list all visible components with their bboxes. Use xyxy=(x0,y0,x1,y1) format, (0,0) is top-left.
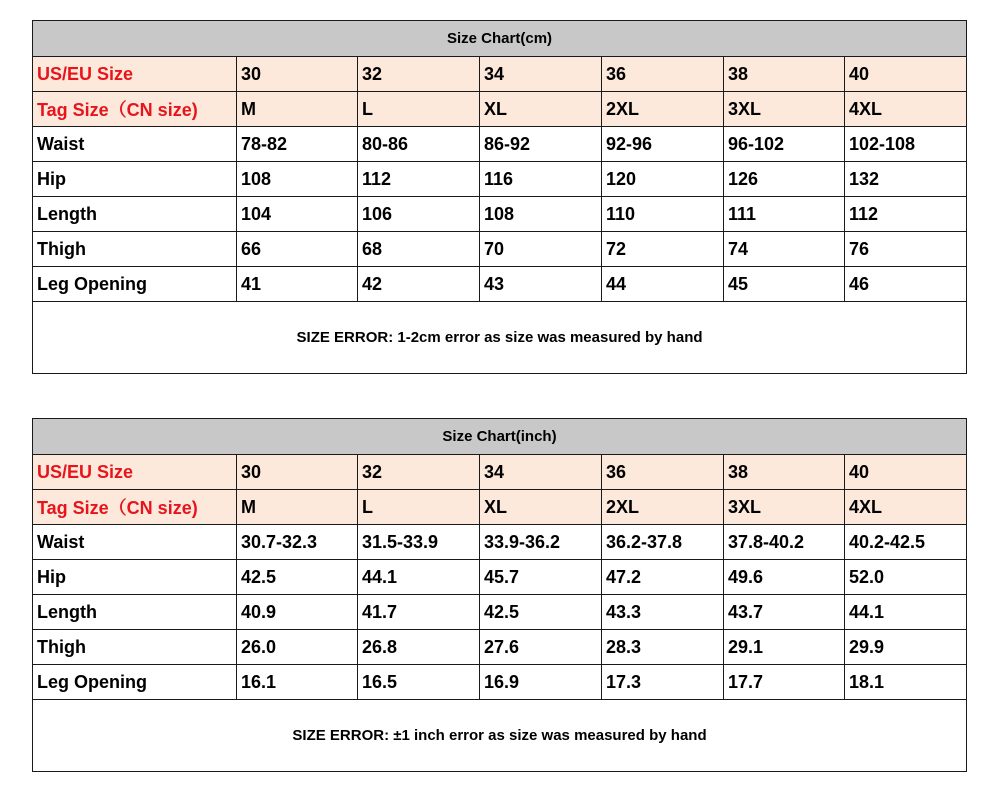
table-cell: 34 xyxy=(480,57,602,92)
table-cell: XL xyxy=(480,490,602,525)
table-cell: 110 xyxy=(602,197,724,232)
table-cell: XL xyxy=(480,92,602,127)
table-cell: 126 xyxy=(724,162,845,197)
table-row-length xyxy=(33,595,967,630)
table-cell: 120 xyxy=(602,162,724,197)
table-cell: 30 xyxy=(237,57,358,92)
row-label: Waist xyxy=(33,127,237,162)
row-label: Leg Opening xyxy=(33,665,237,700)
table-cell: 37.8-40.2 xyxy=(724,525,845,560)
table-row-thigh xyxy=(33,630,967,665)
row-label: Tag Size（CN size) xyxy=(33,92,237,127)
table-cell: 32 xyxy=(358,455,480,490)
row-label: Leg Opening xyxy=(33,267,237,302)
table-row-waist xyxy=(33,525,967,560)
table-row-length xyxy=(33,197,967,232)
table-cell: 29.9 xyxy=(845,630,967,665)
table-cell: 108 xyxy=(480,197,602,232)
table-cell: 40.2-42.5 xyxy=(845,525,967,560)
table-cell: 3XL xyxy=(724,490,845,525)
table-cell: 42.5 xyxy=(237,560,358,595)
table-cell: 41.7 xyxy=(358,595,480,630)
table-cell: 102-108 xyxy=(845,127,967,162)
table-cell: 66 xyxy=(237,232,358,267)
table-cell: 32 xyxy=(358,57,480,92)
table-cell: 44 xyxy=(602,267,724,302)
table-cell: 27.6 xyxy=(480,630,602,665)
row-label: US/EU Size xyxy=(33,57,237,92)
table-cell: 41 xyxy=(237,267,358,302)
table-cell: 18.1 xyxy=(845,665,967,700)
table-cell: 28.3 xyxy=(602,630,724,665)
table-cell: L xyxy=(358,92,480,127)
table-cell: 30.7-32.3 xyxy=(237,525,358,560)
size-error-note: SIZE ERROR: ±1 inch error as size was measured by hand xyxy=(33,700,967,772)
table-cell: 31.5-33.9 xyxy=(358,525,480,560)
table-cell: 45 xyxy=(724,267,845,302)
table-cell: 29.1 xyxy=(724,630,845,665)
table-cell: 47.2 xyxy=(602,560,724,595)
table-cell: 4XL xyxy=(845,92,967,127)
table-cell: 26.8 xyxy=(358,630,480,665)
table-cell: 68 xyxy=(358,232,480,267)
table-row-us-eu-size xyxy=(33,455,967,490)
table-cell: 44.1 xyxy=(358,560,480,595)
table-cell: 36 xyxy=(602,57,724,92)
table-cell: L xyxy=(358,490,480,525)
table-cell: 4XL xyxy=(845,490,967,525)
table-cell: 72 xyxy=(602,232,724,267)
table-cell: 16.9 xyxy=(480,665,602,700)
table-cell: 17.7 xyxy=(724,665,845,700)
size-error-row xyxy=(33,302,967,374)
table-cell: 106 xyxy=(358,197,480,232)
row-label: Tag Size（CN size) xyxy=(33,490,237,525)
table-cell: 2XL xyxy=(602,490,724,525)
table-cell: 44.1 xyxy=(845,595,967,630)
size-chart-cm-body xyxy=(33,21,967,374)
table-cell: 30 xyxy=(237,455,358,490)
size-error-row xyxy=(33,700,967,772)
table-cell: 96-102 xyxy=(724,127,845,162)
table-cell: 40 xyxy=(845,455,967,490)
table-cell: 80-86 xyxy=(358,127,480,162)
table-cell: 3XL xyxy=(724,92,845,127)
table-cell: 108 xyxy=(237,162,358,197)
table-cell: 132 xyxy=(845,162,967,197)
row-label: US/EU Size xyxy=(33,455,237,490)
size-error-note: SIZE ERROR: 1-2cm error as size was measured by hand xyxy=(33,302,967,374)
table-row-hip xyxy=(33,560,967,595)
table-row-leg-opening xyxy=(33,665,967,700)
table-cell: 92-96 xyxy=(602,127,724,162)
table-cell: 42.5 xyxy=(480,595,602,630)
table-row-tag-size xyxy=(33,490,967,525)
table-cell: 52.0 xyxy=(845,560,967,595)
row-label: Hip xyxy=(33,162,237,197)
table-cell: 16.5 xyxy=(358,665,480,700)
table-cell: 45.7 xyxy=(480,560,602,595)
table-cell: 43.7 xyxy=(724,595,845,630)
table-cell: 78-82 xyxy=(237,127,358,162)
table-cell: 111 xyxy=(724,197,845,232)
table-cell: 38 xyxy=(724,57,845,92)
table-cell: 46 xyxy=(845,267,967,302)
table-cell: 38 xyxy=(724,455,845,490)
table-cell: 112 xyxy=(358,162,480,197)
table-cell: 26.0 xyxy=(237,630,358,665)
table-cell: 74 xyxy=(724,232,845,267)
size-chart-cm xyxy=(32,20,967,374)
size-chart-inch-body xyxy=(33,419,967,772)
table-cell: 112 xyxy=(845,197,967,232)
table-cell: 86-92 xyxy=(480,127,602,162)
row-label: Waist xyxy=(33,525,237,560)
chart-title: Size Chart(inch) xyxy=(33,419,967,455)
row-label: Hip xyxy=(33,560,237,595)
table-cell: 116 xyxy=(480,162,602,197)
table-cell: M xyxy=(237,490,358,525)
table-cell: 36.2-37.8 xyxy=(602,525,724,560)
row-label: Thigh xyxy=(33,232,237,267)
table-row-hip xyxy=(33,162,967,197)
table-cell: 40 xyxy=(845,57,967,92)
table-cell: 34 xyxy=(480,455,602,490)
table-cell: 43 xyxy=(480,267,602,302)
table-cell: 104 xyxy=(237,197,358,232)
row-label: Length xyxy=(33,197,237,232)
chart-title-row xyxy=(33,21,967,57)
table-row-tag-size xyxy=(33,92,967,127)
chart-title-row xyxy=(33,419,967,455)
table-cell: 43.3 xyxy=(602,595,724,630)
table-cell: M xyxy=(237,92,358,127)
table-cell: 49.6 xyxy=(724,560,845,595)
table-cell: 42 xyxy=(358,267,480,302)
table-cell: 70 xyxy=(480,232,602,267)
table-cell: 40.9 xyxy=(237,595,358,630)
table-cell: 76 xyxy=(845,232,967,267)
table-row-waist xyxy=(33,127,967,162)
chart-title: Size Chart(cm) xyxy=(33,21,967,57)
table-cell: 16.1 xyxy=(237,665,358,700)
table-cell: 33.9-36.2 xyxy=(480,525,602,560)
table-row-thigh xyxy=(33,232,967,267)
row-label: Thigh xyxy=(33,630,237,665)
table-row-us-eu-size xyxy=(33,57,967,92)
size-chart-inch xyxy=(32,418,967,772)
table-cell: 17.3 xyxy=(602,665,724,700)
row-label: Length xyxy=(33,595,237,630)
table-cell: 36 xyxy=(602,455,724,490)
table-cell: 2XL xyxy=(602,92,724,127)
table-row-leg-opening xyxy=(33,267,967,302)
